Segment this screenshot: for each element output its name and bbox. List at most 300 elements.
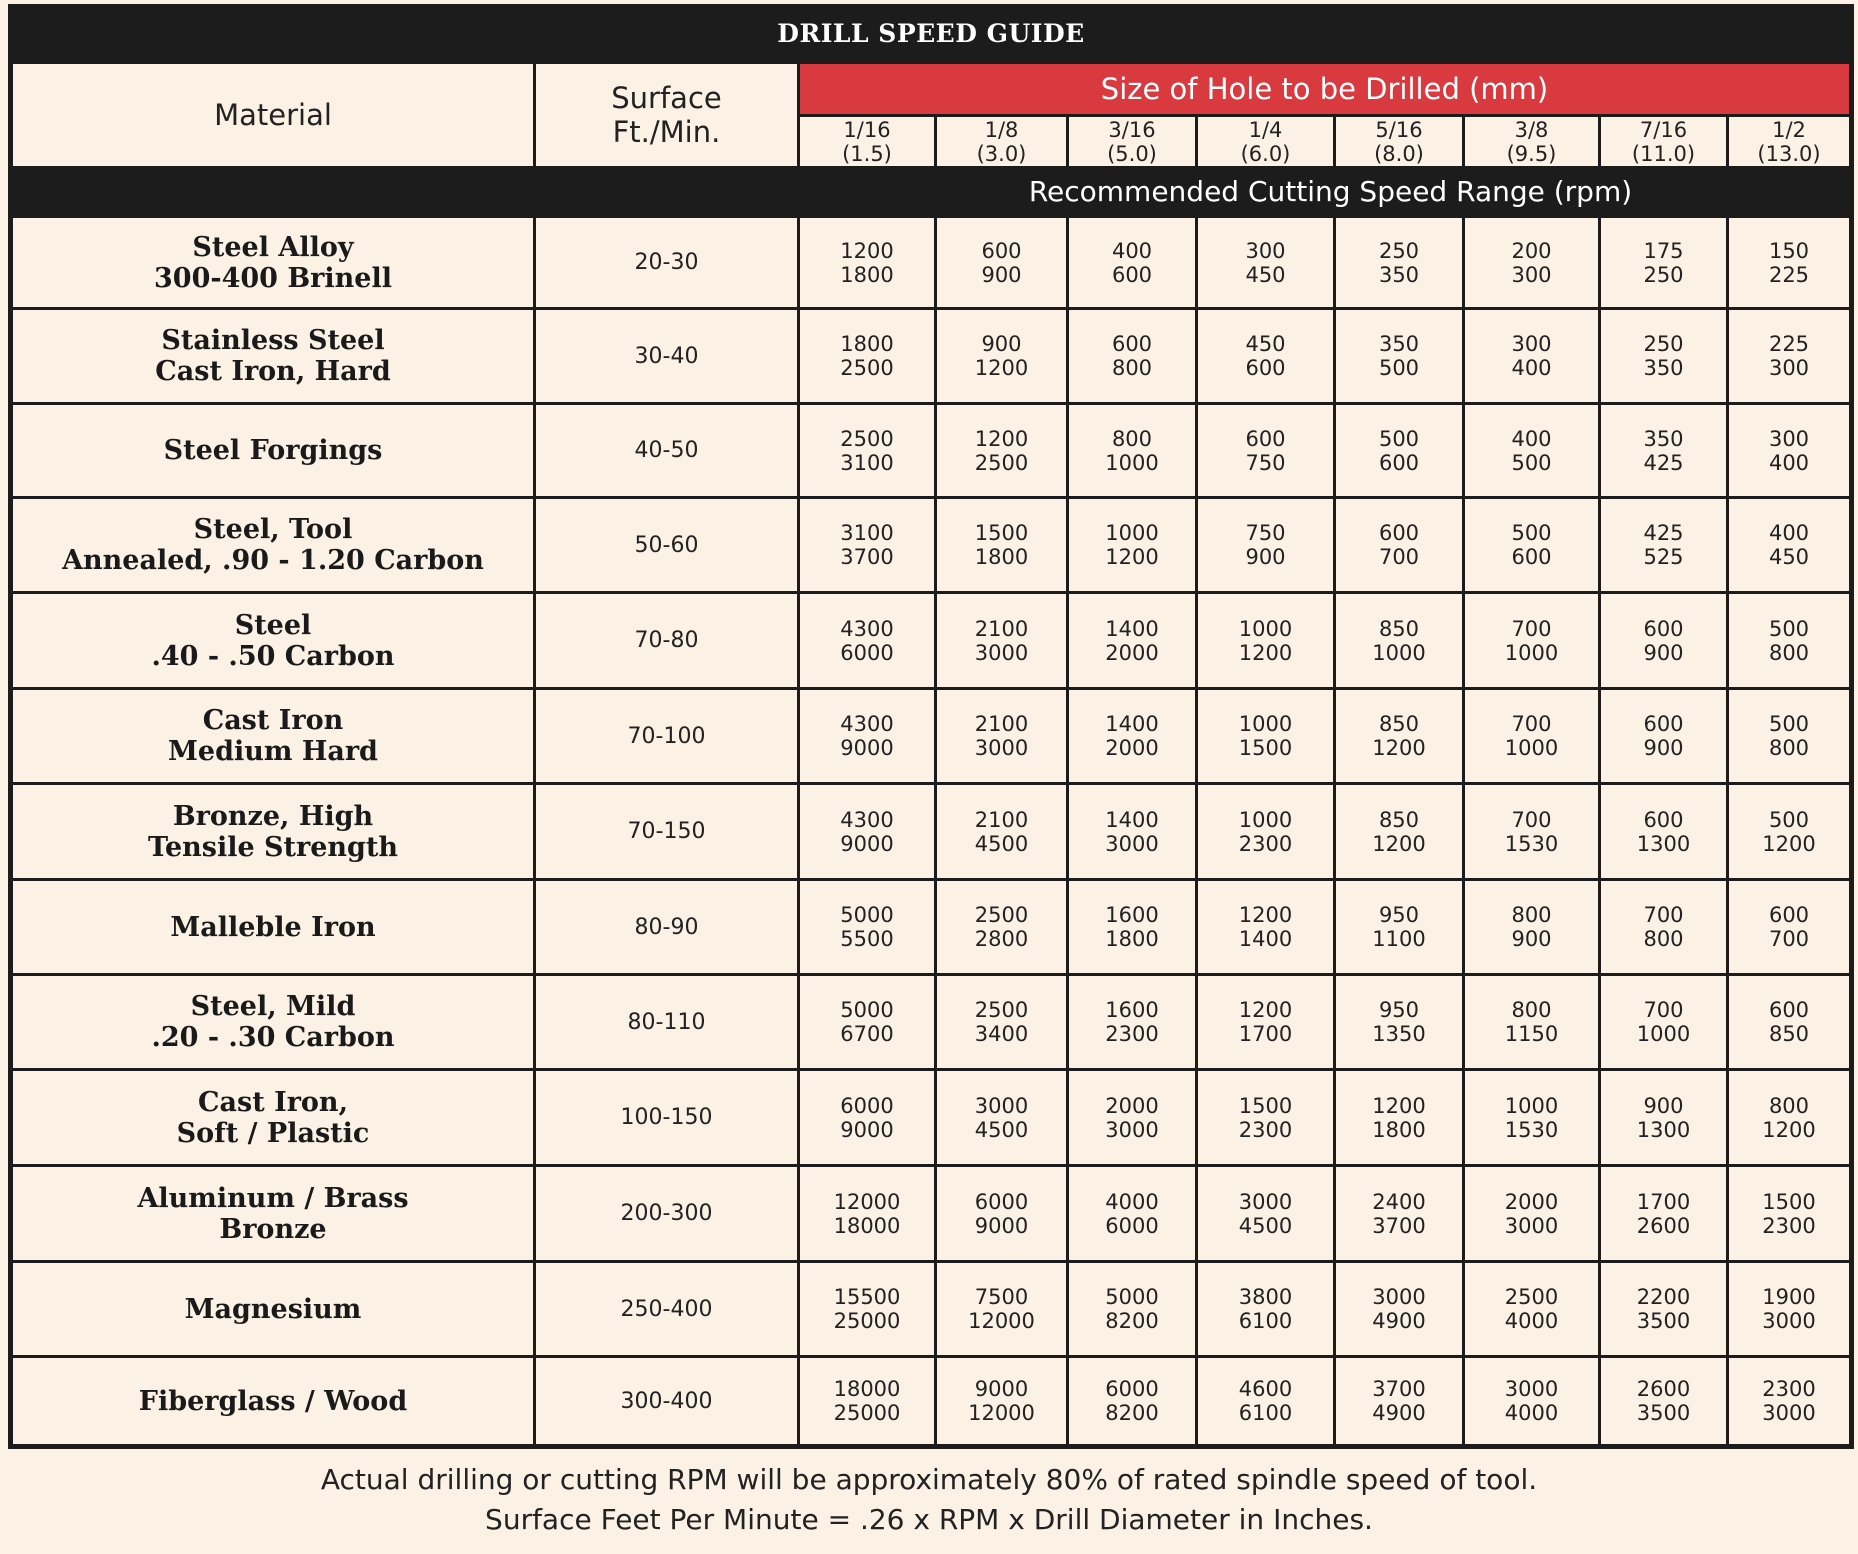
rpm-high: 800 bbox=[1111, 356, 1153, 380]
rpm-high: 1200 bbox=[1762, 1117, 1816, 1142]
surface-speed-cell: 20-30 bbox=[536, 218, 797, 307]
rpm-low: 6000 bbox=[974, 1189, 1029, 1214]
rpm-high: 9000 bbox=[840, 831, 894, 856]
rpm-range-cell bbox=[1336, 1358, 1462, 1444]
rpm-low: 9000 bbox=[974, 1377, 1029, 1401]
rpm-low: 2600 bbox=[1636, 1377, 1691, 1401]
rpm-low: 250 bbox=[1378, 238, 1420, 263]
rpm-range-cell bbox=[937, 1071, 1066, 1164]
rpm-low: 2400 bbox=[1372, 1189, 1426, 1214]
hole-size-fraction: 1/16 bbox=[843, 117, 891, 142]
rpm-low: 600 bbox=[1378, 521, 1420, 545]
rpm-high: 700 bbox=[1768, 927, 1810, 951]
rpm-range-cell bbox=[1069, 1167, 1195, 1260]
rpm-low: 600 bbox=[1643, 616, 1684, 641]
hole-size-column-header bbox=[937, 117, 1066, 166]
surface-header-line: Ft./Min. bbox=[612, 115, 721, 149]
rpm-range-cell bbox=[1198, 218, 1333, 307]
rpm-low: 18000 bbox=[833, 1377, 901, 1401]
rpm-high: 525 bbox=[1643, 545, 1684, 569]
rpm-range-cell bbox=[800, 785, 934, 878]
footnote-line: Actual drilling or cutting RPM will be approximately 80% of rated spindle speed of tool. bbox=[320, 1463, 1538, 1496]
rpm-low: 400 bbox=[1768, 521, 1810, 545]
material-name-line: Cast Iron, Hard bbox=[155, 356, 391, 387]
rpm-high: 1700 bbox=[1238, 1022, 1293, 1046]
material-cell bbox=[13, 1167, 533, 1260]
rpm-high: 6000 bbox=[1105, 1213, 1159, 1238]
rpm-high: 6100 bbox=[1238, 1309, 1293, 1333]
rpm-low: 950 bbox=[1378, 998, 1420, 1022]
rpm-range-cell bbox=[937, 218, 1066, 307]
rpm-high: 3000 bbox=[974, 736, 1029, 760]
surface-speed-cell: 200-300 bbox=[536, 1167, 797, 1260]
rpm-low: 1200 bbox=[1238, 998, 1293, 1022]
material-name-line: Steel, Mild bbox=[190, 991, 356, 1022]
rpm-high: 3700 bbox=[840, 545, 894, 569]
rpm-low: 900 bbox=[981, 332, 1022, 356]
rpm-range-cell bbox=[1198, 785, 1333, 878]
rpm-high: 8200 bbox=[1105, 1401, 1159, 1425]
rpm-low: 4300 bbox=[840, 616, 894, 641]
rpm-high: 4500 bbox=[1238, 1213, 1293, 1238]
material-column-header: Material bbox=[13, 64, 533, 166]
material-cell bbox=[13, 310, 533, 402]
material-name-line: Stainless Steel bbox=[161, 325, 385, 356]
rpm-low: 1400 bbox=[1105, 712, 1159, 736]
rpm-range-cell bbox=[1336, 881, 1462, 973]
material-cell bbox=[13, 594, 533, 687]
rpm-low: 1400 bbox=[1105, 616, 1159, 641]
rpm-low: 800 bbox=[1768, 1093, 1810, 1118]
rpm-range-cell bbox=[1336, 405, 1462, 496]
rpm-high: 9000 bbox=[840, 1117, 894, 1142]
rpm-range-cell bbox=[1601, 690, 1726, 782]
rpm-high: 1200 bbox=[1105, 545, 1159, 569]
rpm-range-cell bbox=[1601, 1263, 1726, 1355]
rpm-high: 1300 bbox=[1636, 831, 1691, 856]
rpm-range-cell bbox=[937, 690, 1066, 782]
rpm-high: 700 bbox=[1378, 545, 1420, 569]
rpm-low: 4300 bbox=[840, 712, 894, 736]
material-cell bbox=[13, 1071, 533, 1164]
rpm-low: 700 bbox=[1643, 998, 1684, 1022]
rpm-range-cell bbox=[1729, 310, 1849, 402]
rpm-low: 600 bbox=[981, 238, 1022, 263]
rpm-low: 1200 bbox=[974, 426, 1029, 451]
material-name-line: Bronze bbox=[219, 1213, 327, 1245]
rpm-low: 500 bbox=[1768, 616, 1810, 641]
rpm-high: 450 bbox=[1768, 545, 1810, 569]
rpm-high: 600 bbox=[1511, 545, 1552, 569]
rpm-range-cell bbox=[1198, 1358, 1333, 1444]
material-name-line: Cast Iron, bbox=[198, 1086, 348, 1118]
rpm-range-cell bbox=[800, 499, 934, 591]
rpm-high: 4500 bbox=[974, 831, 1029, 856]
hole-size-mm: (5.0) bbox=[1107, 141, 1157, 166]
rpm-high: 12000 bbox=[968, 1401, 1035, 1425]
rpm-low: 1000 bbox=[1105, 521, 1159, 545]
hole-size-mm: (6.0) bbox=[1240, 141, 1291, 166]
rpm-high: 9000 bbox=[974, 1213, 1029, 1238]
rpm-range-cell bbox=[1601, 1167, 1726, 1260]
rpm-low: 2500 bbox=[974, 903, 1029, 927]
rpm-range-cell bbox=[1729, 881, 1849, 973]
rpm-low: 5000 bbox=[840, 998, 894, 1022]
rpm-high: 400 bbox=[1511, 356, 1552, 380]
rpm-range-cell bbox=[1198, 1167, 1333, 1260]
rpm-high: 1530 bbox=[1504, 831, 1559, 856]
rpm-range-cell bbox=[937, 594, 1066, 687]
rpm-high: 4500 bbox=[974, 1117, 1029, 1142]
table-title: DRILL SPEED GUIDE bbox=[777, 19, 1085, 48]
rpm-high: 1000 bbox=[1636, 1022, 1691, 1046]
rpm-high: 4000 bbox=[1504, 1401, 1559, 1425]
rpm-range-cell bbox=[937, 976, 1066, 1068]
rpm-range-cell bbox=[1465, 785, 1598, 878]
rpm-high: 500 bbox=[1511, 450, 1552, 475]
rpm-high: 1800 bbox=[1105, 927, 1159, 951]
rpm-range-cell bbox=[1465, 310, 1598, 402]
rpm-low: 3800 bbox=[1238, 1285, 1293, 1309]
rpm-high: 3100 bbox=[840, 450, 894, 475]
rpm-low: 2000 bbox=[1105, 1093, 1159, 1118]
rpm-low: 750 bbox=[1245, 521, 1286, 545]
rpm-low: 300 bbox=[1768, 426, 1810, 451]
rpm-high: 1350 bbox=[1372, 1022, 1426, 1046]
rpm-high: 600 bbox=[1378, 450, 1420, 475]
rpm-range-cell bbox=[937, 881, 1066, 973]
material-name-line: Steel, Tool bbox=[193, 514, 353, 545]
material-cell bbox=[13, 1263, 533, 1355]
hole-size-fraction: 1/4 bbox=[1248, 117, 1283, 142]
rpm-low: 850 bbox=[1378, 616, 1420, 641]
rpm-low: 900 bbox=[1643, 1093, 1684, 1118]
rpm-high: 2500 bbox=[840, 356, 894, 380]
hole-size-column-header bbox=[1069, 117, 1195, 166]
rpm-high: 4000 bbox=[1504, 1309, 1559, 1333]
rpm-range-cell bbox=[800, 1071, 934, 1164]
rpm-low: 350 bbox=[1643, 426, 1684, 451]
rpm-low: 3000 bbox=[1238, 1189, 1293, 1214]
rpm-low: 1600 bbox=[1105, 903, 1159, 927]
hole-size-fraction: 3/16 bbox=[1108, 117, 1156, 142]
rpm-high: 3500 bbox=[1636, 1309, 1691, 1333]
hole-size-mm: (8.0) bbox=[1374, 141, 1424, 166]
rpm-range-cell bbox=[1601, 218, 1726, 307]
hole-size-header: Size of Hole to be Drilled (mm) bbox=[800, 64, 1849, 114]
footnote-line: Surface Feet Per Minute = .26 x RPM x Drill Diameter in Inches. bbox=[485, 1503, 1373, 1536]
rpm-low: 850 bbox=[1378, 807, 1420, 832]
rpm-high: 900 bbox=[1511, 927, 1552, 951]
rpm-range-cell bbox=[1729, 218, 1849, 307]
rpm-high: 2300 bbox=[1238, 831, 1293, 856]
rpm-range-cell bbox=[1198, 405, 1333, 496]
rpm-range-cell bbox=[1465, 1071, 1598, 1164]
hole-size-column-header bbox=[1601, 117, 1726, 166]
rpm-low: 300 bbox=[1511, 332, 1552, 356]
rpm-range-cell bbox=[800, 1167, 934, 1260]
rpm-high: 1800 bbox=[974, 545, 1029, 569]
rpm-high: 900 bbox=[1643, 640, 1684, 665]
material-cell bbox=[13, 785, 533, 878]
rpm-range-cell bbox=[1336, 1071, 1462, 1164]
hole-size-fraction: 1/2 bbox=[1772, 117, 1806, 142]
rpm-low: 6000 bbox=[840, 1093, 894, 1118]
rpm-range-cell bbox=[1601, 976, 1726, 1068]
rpm-high: 1500 bbox=[1238, 736, 1293, 760]
surface-speed-cell: 70-100 bbox=[536, 690, 797, 782]
rpm-low: 2100 bbox=[974, 807, 1029, 832]
rpm-low: 600 bbox=[1111, 332, 1153, 356]
rpm-range-cell bbox=[800, 1358, 934, 1444]
rpm-low: 1000 bbox=[1238, 616, 1293, 641]
rpm-low: 6000 bbox=[1105, 1377, 1159, 1401]
material-name-line: Steel bbox=[234, 609, 312, 641]
rpm-high: 750 bbox=[1245, 450, 1286, 475]
rpm-high: 2800 bbox=[974, 927, 1029, 951]
rpm-low: 3700 bbox=[1372, 1377, 1426, 1401]
hole-size-column-header bbox=[1198, 117, 1333, 166]
rpm-range-cell bbox=[1601, 1071, 1726, 1164]
surface-speed-cell: 80-110 bbox=[536, 976, 797, 1068]
rpm-high: 6000 bbox=[840, 640, 894, 665]
rpm-range-cell bbox=[937, 1167, 1066, 1260]
rpm-range-cell bbox=[1198, 1263, 1333, 1355]
rpm-high: 350 bbox=[1378, 262, 1420, 287]
rpm-low: 225 bbox=[1768, 332, 1810, 356]
rpm-high: 6700 bbox=[840, 1022, 894, 1046]
rpm-range-cell bbox=[1601, 499, 1726, 591]
rpm-high: 1100 bbox=[1372, 927, 1426, 951]
hole-size-mm: (11.0) bbox=[1631, 141, 1696, 166]
hole-size-fraction: 3/8 bbox=[1514, 117, 1549, 142]
rpm-high: 900 bbox=[1245, 545, 1286, 569]
rpm-low: 2500 bbox=[974, 998, 1029, 1022]
hole-size-fraction: 7/16 bbox=[1639, 117, 1688, 142]
rpm-high: 425 bbox=[1643, 450, 1684, 475]
rpm-low: 500 bbox=[1511, 521, 1552, 545]
rpm-range-cell bbox=[1729, 690, 1849, 782]
hole-size-mm: (13.0) bbox=[1757, 141, 1821, 166]
rpm-range-cell bbox=[800, 1263, 934, 1355]
rpm-low: 1000 bbox=[1504, 1093, 1559, 1118]
rpm-range-cell bbox=[1601, 405, 1726, 496]
rpm-high: 800 bbox=[1643, 927, 1684, 951]
rpm-high: 8200 bbox=[1105, 1309, 1159, 1333]
rpm-low: 3000 bbox=[974, 1093, 1029, 1118]
footnote bbox=[0, 1452, 1858, 1552]
rpm-high: 9000 bbox=[840, 736, 894, 760]
hole-size-column-header bbox=[1465, 117, 1598, 166]
material-cell bbox=[13, 499, 533, 591]
rpm-range-cell bbox=[1336, 499, 1462, 591]
rpm-low: 15500 bbox=[833, 1285, 901, 1309]
rpm-high: 450 bbox=[1245, 262, 1286, 287]
surface-speed-cell: 300-400 bbox=[536, 1358, 797, 1444]
rpm-low: 1000 bbox=[1238, 807, 1293, 832]
rpm-low: 400 bbox=[1111, 238, 1153, 263]
rpm-low: 1000 bbox=[1238, 712, 1293, 736]
material-cell bbox=[13, 976, 533, 1068]
rpm-high: 3000 bbox=[1762, 1309, 1816, 1333]
material-cell bbox=[13, 881, 533, 973]
rpm-range-cell bbox=[1729, 594, 1849, 687]
speed-range-subheader bbox=[8, 168, 1854, 215]
rpm-low: 5000 bbox=[1105, 1285, 1159, 1309]
rpm-low: 800 bbox=[1511, 998, 1552, 1022]
rpm-range-cell bbox=[1069, 1358, 1195, 1444]
rpm-range-cell bbox=[1336, 594, 1462, 687]
rpm-range-cell bbox=[937, 1358, 1066, 1444]
rpm-range-cell bbox=[1198, 1071, 1333, 1164]
rpm-high: 3500 bbox=[1636, 1401, 1691, 1425]
material-name-line: Steel Alloy bbox=[192, 231, 354, 263]
rpm-range-cell bbox=[1465, 499, 1598, 591]
rpm-low: 300 bbox=[1245, 238, 1286, 263]
rpm-low: 600 bbox=[1643, 807, 1684, 832]
rpm-range-cell bbox=[1465, 405, 1598, 496]
material-name-line: .20 - .30 Carbon bbox=[151, 1022, 395, 1053]
rpm-range-cell bbox=[937, 1263, 1066, 1355]
rpm-range-cell bbox=[1729, 499, 1849, 591]
material-name-line: Malleble Iron bbox=[170, 911, 376, 943]
rpm-low: 500 bbox=[1378, 426, 1420, 451]
rpm-high: 2000 bbox=[1105, 640, 1159, 665]
rpm-low: 500 bbox=[1768, 807, 1810, 832]
rpm-high: 4900 bbox=[1372, 1309, 1426, 1333]
rpm-high: 3000 bbox=[974, 640, 1029, 665]
rpm-range-cell bbox=[1069, 1071, 1195, 1164]
rpm-high: 1200 bbox=[1372, 831, 1426, 856]
rpm-high: 3000 bbox=[1504, 1213, 1559, 1238]
material-name-line: Medium Hard bbox=[168, 736, 378, 767]
surface-speed-cell: 80-90 bbox=[536, 881, 797, 973]
rpm-low: 200 bbox=[1511, 238, 1552, 263]
material-cell bbox=[13, 405, 533, 496]
material-cell bbox=[13, 218, 533, 307]
rpm-low: 175 bbox=[1643, 238, 1684, 263]
material-name-line: Soft / Plastic bbox=[176, 1117, 370, 1149]
rpm-low: 450 bbox=[1245, 332, 1286, 356]
rpm-low: 1600 bbox=[1105, 998, 1159, 1022]
rpm-low: 150 bbox=[1768, 238, 1810, 263]
rpm-range-cell bbox=[1729, 785, 1849, 878]
material-name-line: Magnesium bbox=[184, 1293, 362, 1325]
rpm-high: 250 bbox=[1643, 262, 1684, 287]
rpm-low: 1500 bbox=[1762, 1189, 1816, 1214]
material-name-line: Fiberglass / Wood bbox=[138, 1385, 408, 1417]
rpm-range-cell bbox=[1198, 690, 1333, 782]
rpm-low: 1200 bbox=[1372, 1093, 1426, 1118]
rpm-high: 2300 bbox=[1762, 1213, 1816, 1238]
rpm-high: 1000 bbox=[1504, 736, 1559, 760]
rpm-range-cell bbox=[1069, 1263, 1195, 1355]
rpm-high: 500 bbox=[1378, 356, 1420, 380]
rpm-low: 1200 bbox=[840, 238, 894, 263]
rpm-high: 2300 bbox=[1238, 1117, 1293, 1142]
hole-size-column-header bbox=[800, 117, 934, 166]
material-cell bbox=[13, 1358, 533, 1444]
rpm-low: 700 bbox=[1511, 807, 1552, 832]
rpm-high: 3000 bbox=[1762, 1401, 1816, 1425]
rpm-range-cell bbox=[1729, 976, 1849, 1068]
rpm-high: 3000 bbox=[1105, 1117, 1159, 1142]
rpm-low: 5000 bbox=[840, 903, 894, 927]
rpm-low: 800 bbox=[1511, 903, 1552, 927]
hole-size-column-header bbox=[1729, 117, 1849, 166]
rpm-range-cell bbox=[1336, 1167, 1462, 1260]
rpm-low: 600 bbox=[1768, 903, 1810, 927]
rpm-low: 700 bbox=[1511, 712, 1552, 736]
rpm-high: 4900 bbox=[1372, 1401, 1426, 1425]
rpm-range-cell bbox=[1601, 310, 1726, 402]
rpm-high: 2500 bbox=[974, 450, 1029, 475]
rpm-low: 600 bbox=[1245, 426, 1286, 451]
hole-size-fraction: 1/8 bbox=[984, 117, 1019, 142]
rpm-high: 3000 bbox=[1105, 831, 1159, 856]
rpm-low: 3000 bbox=[1372, 1285, 1426, 1309]
rpm-low: 250 bbox=[1643, 332, 1684, 356]
rpm-range-cell bbox=[937, 405, 1066, 496]
rpm-low: 3100 bbox=[840, 521, 894, 545]
material-name-line: 300-400 Brinell bbox=[154, 262, 392, 294]
rpm-high: 1800 bbox=[1372, 1117, 1426, 1142]
rpm-high: 2000 bbox=[1105, 736, 1159, 760]
rpm-high: 1800 bbox=[840, 262, 894, 287]
rpm-high: 3400 bbox=[974, 1022, 1029, 1046]
surface-header-line: Surface bbox=[611, 81, 722, 115]
surface-speed-cell: 100-150 bbox=[536, 1071, 797, 1164]
rpm-low: 2500 bbox=[1504, 1285, 1559, 1309]
rpm-high: 1200 bbox=[974, 356, 1029, 380]
rpm-range-cell bbox=[1336, 785, 1462, 878]
rpm-high: 225 bbox=[1768, 262, 1810, 287]
rpm-high: 300 bbox=[1768, 356, 1810, 380]
rpm-range-cell bbox=[800, 881, 934, 973]
surface-speed-cell: 40-50 bbox=[536, 405, 797, 496]
material-name-line: Tensile Strength bbox=[147, 831, 399, 863]
rpm-high: 1150 bbox=[1504, 1022, 1559, 1046]
rpm-range-cell bbox=[1601, 785, 1726, 878]
material-name-line: Aluminum / Brass bbox=[137, 1182, 409, 1214]
rpm-range-cell bbox=[1069, 785, 1195, 878]
rpm-range-cell bbox=[1336, 690, 1462, 782]
rpm-high: 350 bbox=[1643, 356, 1684, 380]
rpm-high: 600 bbox=[1245, 356, 1286, 380]
rpm-range-cell bbox=[1198, 976, 1333, 1068]
hole-size-mm: (3.0) bbox=[976, 141, 1027, 166]
rpm-range-cell bbox=[800, 405, 934, 496]
rpm-range-cell bbox=[1465, 690, 1598, 782]
rpm-low: 400 bbox=[1511, 426, 1552, 451]
rpm-low: 700 bbox=[1511, 616, 1552, 641]
rpm-low: 12000 bbox=[833, 1189, 901, 1214]
rpm-low: 4300 bbox=[840, 807, 894, 832]
material-name-line: Bronze, High bbox=[172, 800, 374, 832]
rpm-high: 25000 bbox=[833, 1401, 901, 1425]
rpm-low: 4600 bbox=[1238, 1377, 1293, 1401]
rpm-high: 900 bbox=[981, 262, 1022, 287]
rpm-high: 1000 bbox=[1504, 640, 1559, 665]
rpm-high: 1200 bbox=[1238, 640, 1293, 665]
rpm-low: 600 bbox=[1768, 998, 1810, 1022]
hole-size-fraction: 5/16 bbox=[1375, 117, 1423, 142]
rpm-range-cell bbox=[1729, 1358, 1849, 1444]
rpm-low: 2100 bbox=[974, 712, 1029, 736]
rpm-range-cell bbox=[1069, 310, 1195, 402]
rpm-low: 1500 bbox=[1238, 1093, 1293, 1118]
material-name-line: Cast Iron bbox=[202, 705, 344, 736]
